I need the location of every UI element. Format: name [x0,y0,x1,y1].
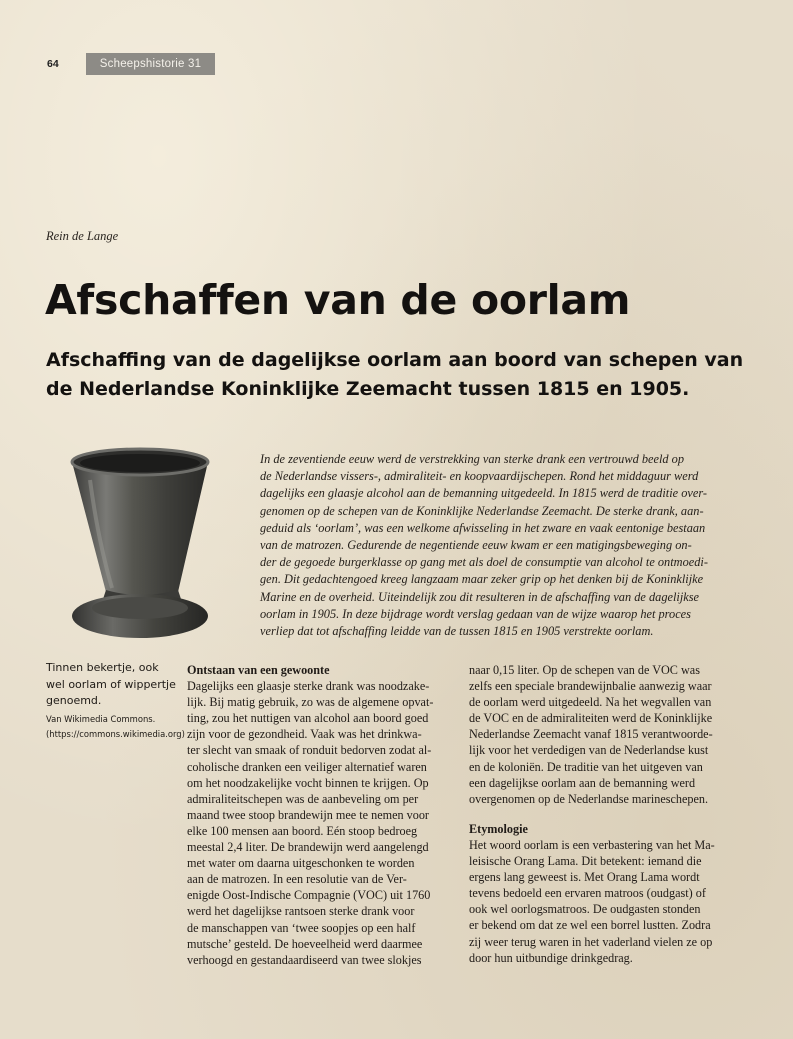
intro-abstract [260,451,750,640]
body-line: werd het dagelijkse rantsoen sterke drank voor [187,904,415,919]
body-line: lijk. Bij matig gebruik, zo was de algemene opvat- [187,695,434,710]
intro-line: dagelijks een glaasje alcohol aan de bemanning uitgedeeld. In 1815 werd de traditie over- [260,486,708,501]
body-line: een dagelijkse oorlam aan de bemanning werd [469,775,696,790]
intro-line: genomen op de schepen van de Koninklijke Nederlandse Zeemacht. De sterke drank, aan- [260,503,704,518]
intro-line: verliep dat tot afschaffing leidde van de tussen 1815 en 1905 verstrekte oorlam. [260,624,654,639]
body-line: admiraliteitschepen was de aanbeveling om per [187,791,419,806]
body-line: Nederlandse Zeemacht vanaf 1815 verantwoorde- [469,727,713,742]
intro-line: gen. Dit gedachtengoed kreeg langzaam maar zeker grip op het denken bij de Koninklijke [260,572,704,587]
author-name: Rein de Lange [46,229,119,243]
body-line: en de koloniën. De traditie van het uitgeven van [469,759,703,774]
caption-line: Tinnen bekertje, ook [46,661,159,674]
pewter-cup-image [60,440,220,650]
section-heading: Ontstaan van een gewoonte [187,663,330,677]
intro-line: geduid als ‘oorlam’, was een welkome afwisseling in het zware en vaak eentonige bestaan [260,520,706,535]
body-line: Dagelijks een glaasje sterke drank was noodzake- [187,679,430,694]
body-line: met water om daarna uitgeschonken te worden [187,856,415,871]
body-line: tevens bedoeld een ervaren matroos (oudgast) of [469,886,706,901]
figure-caption [46,660,185,743]
body-line: enigde Oost-Indische Compagnie (VOC) uit 1760 [187,888,431,903]
body-line: zij weer terug waren in het vaderland vielen ze op [469,934,713,949]
paragraph-spacer [469,807,739,821]
body-line: om het noodzakelijke vocht binnen te krijgen. Op [187,775,429,790]
body-line: meestal 2,4 liter. De brandewijn werd aangelengd [187,840,429,855]
body-line: verhoogd en gestandaardiseerd van twee slokjes [187,952,422,967]
article-title: Afschaffen van de oorlam [45,276,631,324]
body-line: overgenomen op de Nederlandse marineschepen. [469,791,709,806]
caption-line: wel oorlam of wippertje [46,677,176,691]
intro-line: van de matrozen. Gedurende de negentiende eeuw kwam er een matigingsbeweging on- [260,538,692,553]
body-line: door hun uitbundige drinkgedrag. [469,950,633,965]
section-heading: Etymologie [469,821,528,836]
body-line: mutsche’ gesteld. De hoeveelheid werd daarmee [187,936,423,951]
body-line: de manschappen van ‘twee soopjes op een half [187,920,416,935]
intro-line: de Nederlandse vissers-, admiraliteit- en koopvaardijschepen. Rond het middaguur werd [260,469,699,484]
body-line: zijn voor de gezondheid. Vaak was het drinkwa- [187,727,422,742]
body-column-2 [469,662,739,966]
body-column-1 [187,662,457,968]
body-line: ter slecht van smaak of ronduit bedorven zodat al- [187,743,432,758]
body-line: aan de matrozen. In een resolutie van de Ver- [187,872,407,887]
body-line: de oorlam werd uitgedeeld. Na het wegvallen van [469,695,712,710]
body-line: er bekend om dat ze wel een borrel lustten. Zodra [469,918,711,933]
body-line: elke 100 mensen aan boord. Eén stoop bedroeg [187,823,418,838]
body-line: naar 0,15 liter. Op de schepen van de VOC was [469,663,700,677]
body-line: leisische Orang Lama. Dit betekent: iemand die [469,854,702,869]
body-line: maand twee stoop brandewijn mee te nemen voor [187,807,429,822]
caption-credit-url: (https://commons.wikimedia.org) [46,729,185,739]
intro-line: Marine en de overheid. Uiteindelijk zou dit resulteren in de afschaffing van de dagelijkse [260,589,700,604]
body-line: coholische dranken een veiliger alternatief waren [187,759,427,774]
body-line: Het woord oorlam is een verbastering van het Ma- [469,837,715,852]
intro-line: oorlam in 1905. In deze bijdrage wordt verslag gedaan van de wijze waarop het proces [260,606,691,621]
caption-line: genoemd. [46,694,102,707]
running-header: Scheepshistorie 31 [86,53,215,75]
body-line: zelfs een speciale brandewijnbalie aanwezig waar [469,679,712,694]
body-line: ting, zou het nuttigen van alcohol aan boord goed [187,711,429,726]
caption-credit: Van Wikimedia Commons. [46,713,156,724]
body-line: lijk voor het verdedigen van de Nederlandse kust [469,743,709,758]
page-number: 64 [47,58,59,70]
body-line: ergens lang geweest is. Met Orang Lama wordt [469,870,700,885]
body-line: de VOC en de admiraliteiten werd de Koninklijke [469,711,713,726]
body-line: ook wel oorlogsmatroos. De oudgasten stonden [469,902,701,917]
article-subtitle: Afschaffing van de dagelijkse oorlam aan boord van schepen van de Nederlandse Koninklijke Zeemacht tussen 1815 en 1905. [46,349,744,400]
intro-line: In de zeventiende eeuw werd de verstrekking van sterke drank een vertrouwd beeld op [260,452,684,466]
intro-line: der de gegoede burgerklasse op gang met als doel de consumptie van alcohol te ontmoedi- [260,555,708,570]
